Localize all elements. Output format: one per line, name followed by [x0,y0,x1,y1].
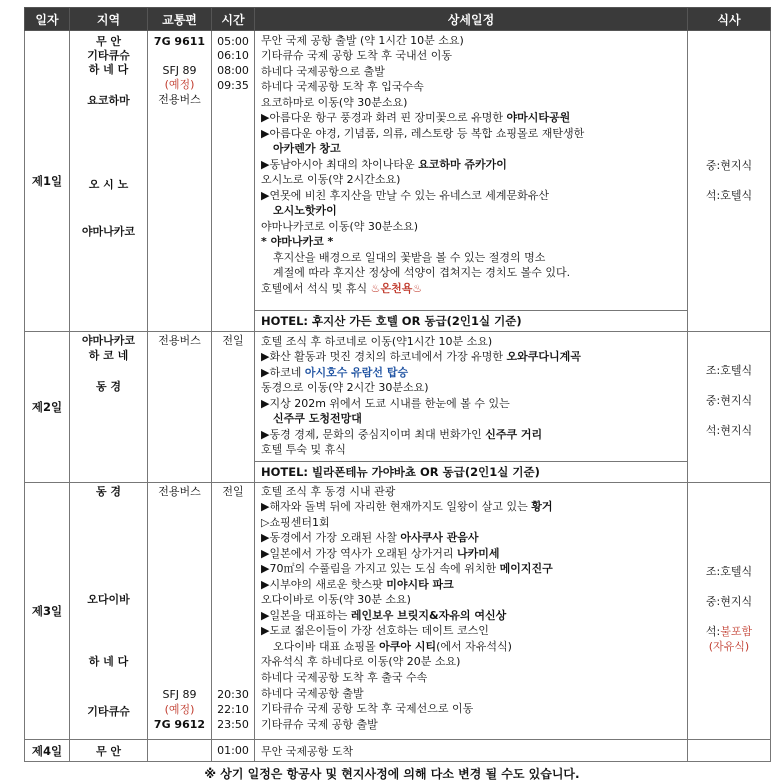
day2-meal: 석:현지식 [705,424,753,437]
day2-region: 하 코 네 [88,349,129,362]
highlight: 미야시타 파크 [386,578,454,591]
day3-line: ▷쇼핑센터1회 [261,516,330,529]
day3-bus: 전용버스 [158,485,201,498]
day1-bus: 전용버스 [158,93,201,106]
text: 호텔에서 석식 및 휴식 [261,282,371,295]
day3-line [261,561,683,576]
day2-line [261,349,683,364]
highlight: 아시호수 유람선 탑승 [304,366,409,379]
day1-region: 하 네 다 [88,63,129,76]
day3-transport [148,483,212,740]
day1-meals [688,31,771,332]
day1-line: 야마나카코로 이동(약 30분소요) [261,220,419,233]
hotel-text: HOTEL: 후지산 가든 호텔 OR 동급(2인1실 기준) [261,314,522,328]
day3-line: 기타큐슈 국제 공항 출발 [261,718,378,731]
day2-hotel [255,462,688,483]
day1-line [261,157,683,172]
day3-time: 22:10 [217,703,249,716]
header-time: 시간 [212,8,255,31]
day1-line: 오시노핫카이 [273,204,337,217]
header-day: 일자 [25,8,70,31]
header-region: 지역 [70,8,148,31]
day2-detail [255,332,688,462]
day3-line [261,577,683,592]
not-included: 불포함 [720,625,753,638]
day3-flight: SFJ 89 [162,688,197,701]
day2-times [212,332,255,483]
day1-region: 기타큐슈 [87,49,130,62]
day3-row [25,483,771,740]
day3-label: 제3일 [25,483,70,740]
header-transport: 교통편 [148,8,212,31]
day3-line: 오다이바로 이동(약 30분 소요) [261,593,411,606]
day2-line [261,365,683,380]
day3-line: 하네다 국제공항 출발 [261,687,364,700]
day1-line: 계절에 따라 후지산 정상에 석양이 겹쳐지는 경치도 볼수 있다. [273,266,571,279]
day3-regions [70,483,148,740]
day1-region: 야마나카코 [81,225,136,238]
highlight: 레인보우 브릿지&자유의 여신상 [350,609,507,622]
day2-transport [148,332,212,483]
day1-line: 오시노로 이동(약 2시간소요) [261,173,401,186]
day3-region: 동 경 [95,485,122,498]
day2-bus: 전용버스 [158,334,201,347]
day4-transport [148,740,212,762]
day1-line [261,110,683,125]
day4-row [25,740,771,762]
day2-meal: 조:호텔식 [705,364,753,377]
text: ▶아름다운 항구 풍경과 화려 핀 장미꽃으로 유명한 [261,111,507,124]
day2-region: 야마나카코 [81,334,136,347]
highlight: 나카미세 [456,547,500,560]
day3-line [261,639,683,654]
day1-region: 오 시 노 [88,178,129,191]
day1-hotel [255,311,688,332]
day3-time: 23:50 [217,718,249,731]
highlight: 메이지진구 [499,562,553,575]
day3-region: 기타큐슈 [87,705,130,718]
day1-times [212,31,255,332]
text: (에서 자유석식) [436,640,512,653]
day3-line: 기타큐슈 국제 공항 도착 후 국제선으로 이동 [261,702,474,715]
day2-regions [70,332,148,483]
day2-line [261,427,683,442]
day3-time: 전일 [222,485,244,498]
text: ▶동남아시아 최대의 차이나타운 [261,158,419,171]
day3-meal-dinner [688,625,770,639]
day1-line: ▶연못에 비친 후지산을 만날 수 있는 유네스코 세계문화유산 [261,189,549,202]
day1-line: 아카렌가 창고 [273,142,341,155]
day1-line: 후지산을 배경으로 일대의 꽃밭을 볼 수 있는 절경의 명소 [273,251,546,264]
day1-line: 하네다 국제공항으로 출발 [261,65,385,78]
highlight: 아쿠아 시티 [379,640,437,653]
day1-regions [70,31,148,332]
day3-meal: 조:호텔식 [705,565,753,578]
day1-time: 06:10 [217,49,249,62]
day2-line: 호텔 조식 후 하코네로 이동(약1시간 10분 소요) [261,335,493,348]
day2-region: 동 경 [95,380,122,393]
onsen-highlight: ♨온천욕♨ [370,282,423,295]
day1-flight: SFJ 89 [162,64,197,77]
day4-meal [688,740,771,762]
text: ▶동경 경제, 문화의 중심지이며 최대 번화가인 [261,428,486,441]
day3-flight-note: (예정) [164,703,195,716]
day2-line: ▶지상 202m 위에서 도쿄 시내를 한눈에 볼 수 있는 [261,397,510,410]
day1-time: 05:00 [217,35,249,48]
header-row [25,8,771,31]
text: ▶하코네 [261,366,305,379]
day3-line: 자유석식 후 하네다로 이동(약 20분 소요) [261,655,461,668]
day3-meal: 중:현지식 [705,595,753,608]
text: ▶일본을 대표하는 [261,609,351,622]
day1-meal: 중:현지식 [705,159,753,172]
day4-time: 01:00 [212,740,255,762]
day3-meal-note: (자유식) [708,640,750,653]
day3-detail [255,483,688,740]
day3-line [261,608,683,623]
day1-line [261,281,683,296]
day4-detail: 무안 국제공항 도착 [255,740,688,762]
day1-time: 09:35 [217,79,249,92]
day1-line: ▶아름다운 야경, 기념품, 의류, 레스토랑 등 복합 쇼핑몰로 재탄생한 [261,127,585,140]
text: 석: [705,625,721,638]
day3-region: 오다이바 [87,593,130,606]
day1-row [25,31,771,311]
day2-line: 동경으로 이동(약 2시간 30분소요) [261,381,429,394]
day3-line [261,546,683,561]
day1-region: 무 안 [95,35,122,48]
day3-line [261,530,683,545]
day1-time: 08:00 [217,64,249,77]
day3-meals [688,483,771,740]
day1-transport [148,31,212,332]
text: ▶화산 활동과 멋진 경치의 하코네에서 가장 유명한 [261,350,507,363]
text: ▶70㎡의 수풀림을 가지고 있는 도심 속에 위치한 [261,562,500,575]
day1-detail [255,31,688,311]
day1-meal: 석:호텔식 [705,189,753,202]
text: 오다이바 대표 쇼핑몰 [273,640,380,653]
text: ▶동경에서 가장 오래된 사찰 [261,531,401,544]
day3-flight: 7G 9612 [153,718,206,731]
text: ▶일본에서 가장 역사가 오래된 상가거리 [261,547,457,560]
day3-line: 호텔 조식 후 동경 시내 관광 [261,485,396,498]
header-detail: 상세일정 [255,8,688,31]
day3-time: 20:30 [217,688,249,701]
highlight: 오와쿠다니계곡 [506,350,581,363]
day4-label: 제4일 [25,740,70,762]
day2-line: 호텔 투숙 및 휴식 [261,443,346,456]
day4-region: 무 안 [70,740,148,762]
day2-meals [688,332,771,483]
highlight: 신주쿠 거리 [485,428,543,441]
highlight: 야마시타공원 [506,111,571,124]
itinerary-table [24,7,771,762]
day2-line: 신주쿠 도청전망대 [273,412,362,425]
day2-row [25,332,771,462]
day1-region: 요코하마 [87,94,130,107]
day1-flight: 7G 9611 [153,35,206,48]
text: ▶시부야의 새로운 핫스팟 [261,578,387,591]
highlight: 황거 [531,500,553,513]
day1-line: 기타큐슈 국제 공항 도착 후 국내선 이동 [261,49,452,62]
day1-line: 하네다 국제공항 도착 후 입국수속 [261,80,424,93]
day3-line: ▶도쿄 젊은이들이 가장 선호하는 데이트 코스인 [261,624,489,637]
day1-flight-note: (예정) [164,78,195,91]
day3-line: 하네다 국제공항 도착 후 출국 수속 [261,671,428,684]
highlight: 요코하마 쥬카가이 [418,158,507,171]
day2-meal: 중:현지식 [705,394,753,407]
footnote: ※ 상기 일정은 항공사 및 현지사정에 의해 다소 변경 될 수도 있습니다. [204,767,580,781]
day3-times [212,483,255,740]
day3-line [261,499,683,514]
header-meal: 식사 [688,8,771,31]
day2-time: 전일 [222,334,244,347]
hotel-text: HOTEL: 빌라폰테뉴 가야바쵸 OR 동급(2인1실 기준) [261,465,540,479]
day1-label: 제1일 [25,31,70,332]
highlight: 아사쿠사 관음사 [400,531,479,544]
text: ▶해자와 돌벽 뒤에 자리한 현재까지도 일왕이 살고 있는 [261,500,532,513]
day2-label: 제2일 [25,332,70,483]
day1-line: 무안 국제 공항 출발 (약 1시간 10분 소요) [261,34,464,47]
day3-region: 하 네 다 [88,655,129,668]
day1-line: 요코하마로 이동(약 30분소요) [261,96,408,109]
day1-line: * 야마나카코 * [261,235,334,248]
